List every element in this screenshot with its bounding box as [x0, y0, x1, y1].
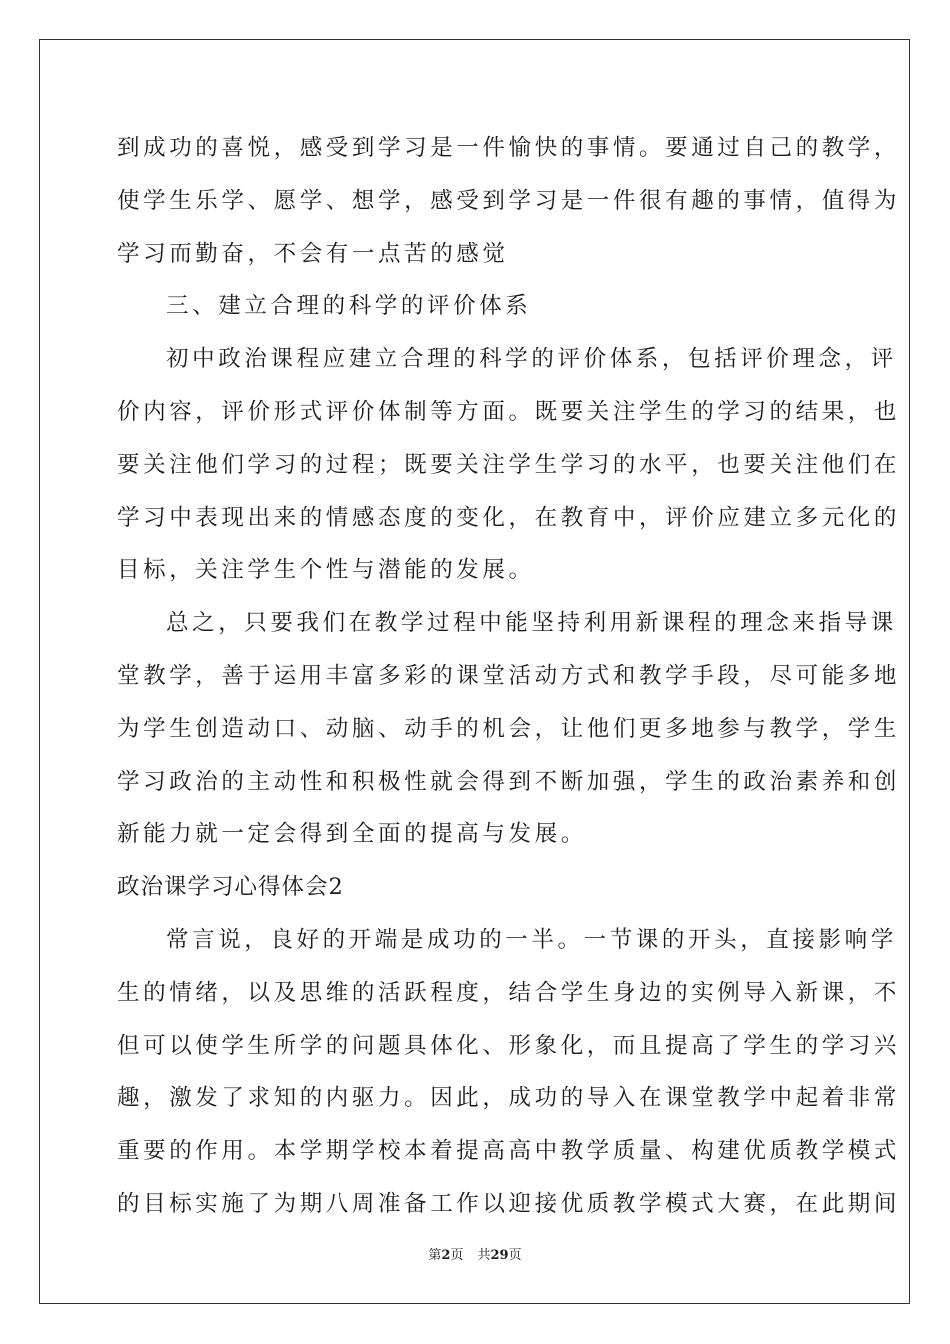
article-title: 政治课学习心得体会2 — [117, 874, 344, 901]
text-line: 学习中表现出来的情感态度的变化，在教育中，评价应建立多元化的 — [117, 504, 901, 531]
text-line: 到成功的喜悦，感受到学习是一件愉快的事情。要通过自己的教学， — [117, 135, 901, 161]
text-line: 堂教学，善于运用丰富多彩的课堂活动方式和教学手段，尽可能多地 — [117, 662, 901, 689]
text-line: 常言说，良好的开端是成功的一半。一节课的开头，直接影响学 — [166, 926, 897, 953]
page-suffix: 页 — [450, 1248, 464, 1263]
text-line: 使学生乐学、愿学、想学，感受到学习是一件很有趣的事情，值得为 — [117, 187, 901, 214]
text-line: 新能力就一定会得到全面的提高与发展。 — [117, 821, 587, 848]
text-line: 目标，关注学生个性与潜能的发展。 — [117, 557, 535, 584]
text-line: 要关注他们学习的过程；既要关注学生学习的水平，也要关注他们在 — [117, 451, 901, 478]
total-suffix: 页 — [508, 1248, 522, 1263]
text-line: 总之，只要我们在教学过程中能坚持利用新课程的理念来指导课 — [166, 610, 897, 637]
text-line: 生的情绪，以及思维的活跃程度，结合学生身边的实例导入新课，不 — [117, 979, 901, 1006]
text-line: 价内容，评价形式评价体制等方面。既要关注学生的学习的结果，也 — [117, 398, 901, 425]
text-line: 重要的作用。本学期学校本着提高高中教学质量、构建优质教学模式 — [117, 1138, 901, 1165]
document-body — [117, 122, 901, 1231]
text-line: 但可以使学生所学的问题具体化、形象化，而且提高了学生的学习兴 — [117, 1032, 901, 1059]
page-prefix: 第 — [428, 1248, 442, 1263]
text-line: 初中政治课程应建立合理的科学的评价体系，包括评价理念，评 — [166, 346, 897, 373]
page-footer — [0, 1244, 950, 1263]
total-pages: 29 — [490, 1248, 509, 1263]
text-line: 学习政治的主动性和积极性就会得到不断加强，学生的政治素养和创 — [117, 768, 901, 795]
total-prefix: 共 — [477, 1248, 491, 1263]
text-line: 为学生创造动口、动脑、动手的机会，让他们更多地参与教学，学生 — [117, 715, 901, 742]
text-line: 学习而勤奋，不会有一点苦的感觉 — [117, 240, 509, 267]
text-line: 的目标实施了为期八周准备工作以迎接优质教学模式大赛，在此期间 — [117, 1190, 901, 1217]
section-heading: 三、建立合理的科学的评价体系 — [166, 293, 532, 320]
page-number: 2 — [441, 1248, 451, 1263]
text-line: 趣，激发了求知的内驱力。因此，成功的导入在课堂教学中起着非常 — [117, 1085, 901, 1112]
